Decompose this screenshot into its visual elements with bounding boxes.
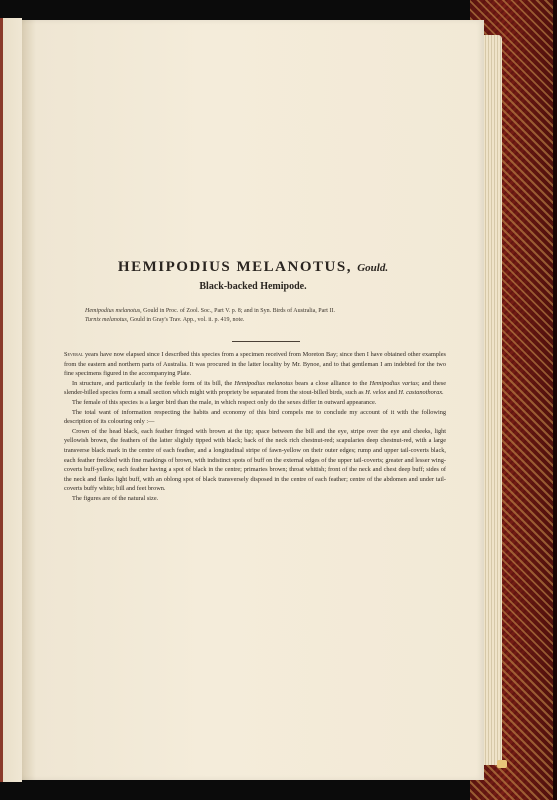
- book-page: [22, 20, 484, 780]
- species-ref: Hemipodius varius: [369, 379, 418, 387]
- paragraph-text: and: [387, 389, 397, 397]
- species-ref: Hemipodius melanotus: [234, 379, 293, 387]
- reference-line: [85, 316, 425, 325]
- reference-text: Gould in Gray's Trav. App., vol. ii. p. 419, note.: [129, 317, 245, 323]
- paragraph-text: bears a close alliance to the: [295, 379, 368, 387]
- paragraph: The figures are of the natural size.: [72, 494, 159, 502]
- reference-taxon: Hemipodius melanotus,: [85, 308, 142, 314]
- species-name: HEMIPODIUS MELANOTUS,: [117, 259, 352, 275]
- reference-taxon: Turnix melanotus,: [85, 317, 129, 323]
- paragraph: [64, 350, 446, 379]
- drop-word: Several: [64, 351, 84, 358]
- synonymy-references: [85, 307, 425, 325]
- body-text: [64, 350, 446, 504]
- section-divider: [232, 341, 300, 342]
- reference-line: [85, 307, 425, 316]
- reference-text: Gould in Proc. of Zool. Soc., Part V. p. 8; and in Syn. Birds of Australia, Part II.: [143, 308, 335, 314]
- paragraph: The female of this species is a larger bird than the male, in which respect only do the sexes differ in outward appearance.: [72, 398, 377, 406]
- common-name: Black-backed Hemipode.: [199, 281, 307, 292]
- paragraph: The total want of information respecting the habits and economy of this bird compels me to conclude my account of it with the following description of its colouring only :—: [64, 408, 446, 426]
- species-title: [22, 259, 484, 276]
- page-tab-marker: [497, 760, 507, 768]
- left-page-sliver: [0, 18, 22, 782]
- species-ref: H. castanothorax.: [398, 389, 444, 397]
- species-ref: H. velox: [365, 389, 387, 397]
- paragraph-text: ; and these slender-billed species form a small section which might with propriety be separated from the stout-billed birds, such as: [64, 379, 446, 397]
- paragraph-text: In structure, and particularly in the feeble form of its bill, the: [72, 379, 233, 387]
- paragraph-text: years have now elapsed since I described this species from a specimen received from Moreton Bay; since then I have obtained other examples from the eastern and northern parts of Australia. It was procured in the latter locality by Mr. Bynoe, and to that gentleman I am indebted for the two fine specimens figured in the accompanying Plate.: [64, 351, 447, 378]
- species-authority: Gould.: [357, 262, 389, 274]
- paragraph: Crown of the head black, each feather fringed with brown at the tip; space between the bill and the eye, stripe over the eye and cheeks, light yellowish brown, the feathers of the latter slightly tipped with black; back of the neck rich chestnut-red; scapularies deep chestnut-red, with a large transverse black mark in the centre of each feather, and a longitudinal stripe of fawn-yellow on their outer edges; rump and upper tail-coverts black, each feather freckled with fine markings of brown, with indistinct spots of buff on the external edges of the upper tail-coverts; greater and lesser wing-coverts buff-yellow, each feather having a spot of black in the centre; primaries brown; throat whitish; front of the neck and chest deep buff; sides of the neck and flanks light buff, with an oblong spot of black transversely disposed in the centre of each feather; centre of the abdomen and under tail-coverts buffy white; bill and feet brown.: [64, 427, 446, 493]
- paragraph: [64, 379, 446, 398]
